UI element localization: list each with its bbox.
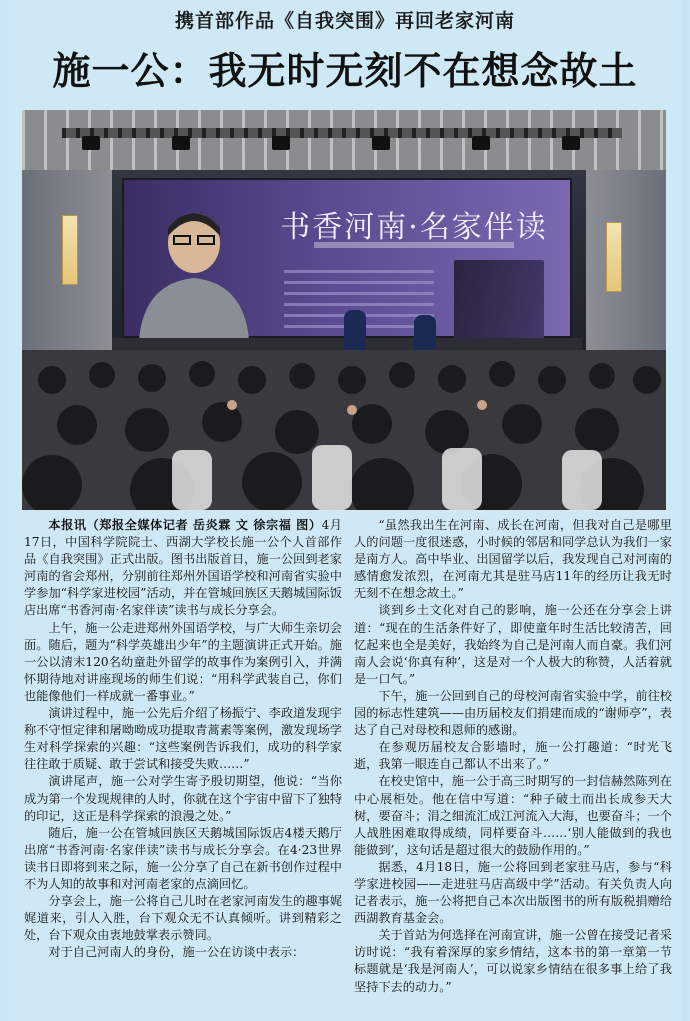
- article-column-left: [24, 517, 342, 961]
- photo-speaker-figure: [414, 315, 436, 355]
- photo-spotlight: [372, 136, 390, 150]
- article-paragraph: 对于自己河南人的身份，施一公在访谈中表示：: [48, 945, 305, 960]
- article-paragraph: 据悉，4月18日，施一公将回到老家驻马店，参与“科学家进校园——走进驻马店高级中学”活动。有关负责人向记者表示，施一公将把自己本次出版图书的所有版税捐赠给西湖教育基金会。: [354, 859, 672, 926]
- article-paragraph: 在校史馆中，施一公于高三时期写的一封信赫然陈列在中心展柜处。他在信中写道：“种子破土而出长成参天大树，要奋斗；涓之细流汇成江河流入大海，也要奋斗；一个人战胜困难取得成绩，同样要奋斗……‘别人能做到的我也能做到’，这句话是超过很大的鼓励作用的。”: [354, 774, 672, 857]
- photo-spotlight: [82, 136, 100, 150]
- article-paragraph: “虽然我出生在河南、成长在河南，但我对自己是哪里人的问题一度很迷惑，小时候的邻居和同学总认为我们一家是南方人。高中毕业、出国留学以后，我发现自己对河南的感情愈发浓烈，在河南尤其是驻马店11年的经历让我无时无刻不在想念故土。”: [354, 518, 672, 601]
- article-paragraph: 演讲过程中，施一公先后介绍了杨振宁、李政道发现宇称不守恒定律和屠呦呦成功提取青蒿素等案例，激发现场学生对科学探索的兴趣：“这些案例告诉我们，成功的科学家往往敢于质疑、敢于尝试和接受失败……”: [24, 706, 342, 772]
- photo-spotlight: [562, 136, 580, 150]
- photo-wall-right: [586, 170, 666, 370]
- newspaper-page: [8, 0, 682, 1021]
- article-paragraph: 上午，施一公走进郑州外国语学校，与广大师生亲切会面。随后，题为“科学英雄出少年”的主题演讲正式开始。施一公以清末120名幼童赴外留学的故事作为案例引入，并满怀期待地对讲座现场的师生们说：“用科学武装自己，你们也能像他们一样成就一番事业。”: [24, 620, 342, 703]
- article-paragraph: 谈到乡土文化对自己的影响，施一公还在分享会上讲道：“现在的生活条件好了，即使童年时生活比较清苦，回忆起来也全是美好，我始终为自己是河南人而自豪。我们河南人会说‘你真有种’，这是对一个人极大的称赞，人活着就是一口气。”: [354, 603, 672, 686]
- article-column-right: [354, 517, 672, 996]
- photo-speaker-portrait: [134, 198, 254, 340]
- photo-spotlight: [472, 136, 490, 150]
- photo-audience: [22, 350, 666, 510]
- article-paragraph: 本报讯（郑报全媒体记者 岳炎霖 文 徐宗福 图）4月17日，中国科学院院士、西湖大学校长施一公个人首部作品《自我突围》正式出版。图书出版首日，施一公回到老家河南的省会郑州，分别前往郑州外国语学校和河南省实验中学参加“科学家进校园”活动，并在管城回族区天鹅城国际饭店出席“书香河南·名家伴读”读书与成长分享会。: [24, 518, 342, 618]
- article-paragraph: 分享会上，施一公将自己儿时在老家河南发生的趣事娓娓道来，引人入胜，台下观众无不认真倾听。讲到精彩之处，台下观众由衷地鼓掌表示赞同。: [24, 894, 342, 943]
- article-paragraph: 在参观历届校友合影墙时，施一公打趣道：“时光飞逝，我第一眼连自己都认不出来了。”: [354, 740, 672, 772]
- photo-screen-subtitle: [314, 242, 514, 248]
- article-paragraph: 演讲尾声，施一公对学生寄予殷切期望，他说：“当你成为第一个发现规律的人时，你就在这个宇宙中留下了独特的印记，这正是科学探索的浪漫之处。”: [24, 774, 342, 823]
- article-byline: 本报讯（郑报全媒体记者 岳炎霖 文 徐宗福 图）: [48, 518, 322, 532]
- event-photo: [22, 110, 666, 510]
- photo-spotlight: [172, 136, 190, 150]
- article-paragraph: 随后，施一公在管城回族区天鹅城国际饭店4楼天鹅厅出席“书香河南·名家伴读”读书与成长分享会。在4·23世界读书日即将到来之际，施一公分享了自己在新书创作过程中不为人知的故事和对河南老家的点滴回忆。: [24, 825, 342, 891]
- photo-spotlight: [272, 136, 290, 150]
- photo-screen-title: 书香河南·名家伴读: [280, 210, 548, 245]
- photo-lighting-truss: [62, 128, 622, 138]
- photo-wall-lamp: [62, 215, 78, 285]
- kicker-headline: 携首部作品《自我突围》再回老家河南: [174, 10, 515, 32]
- article-paragraph: 关于首站为何选择在河南宣讲，施一公曾在接受记者采访时说：“我有着深厚的家乡情结，这本书的第一章第一节标题就是‘我是河南人’，可以说家乡情结在很多事上给了我坚持下去的动力。”: [354, 928, 672, 994]
- photo-screen-book-image: [454, 260, 544, 340]
- photo-wall-lamp: [606, 222, 622, 292]
- photo-speaker-figure: [344, 310, 366, 350]
- main-headline: 施一公：我无时无刻不在想念故土: [52, 49, 638, 93]
- article-paragraph: 下午，施一公回到自己的母校河南省实验中学，前往校园的标志性建筑——由历届校友们捐建而成的“谢师亭”，表达了自己对母校和恩师的感谢。: [354, 688, 672, 738]
